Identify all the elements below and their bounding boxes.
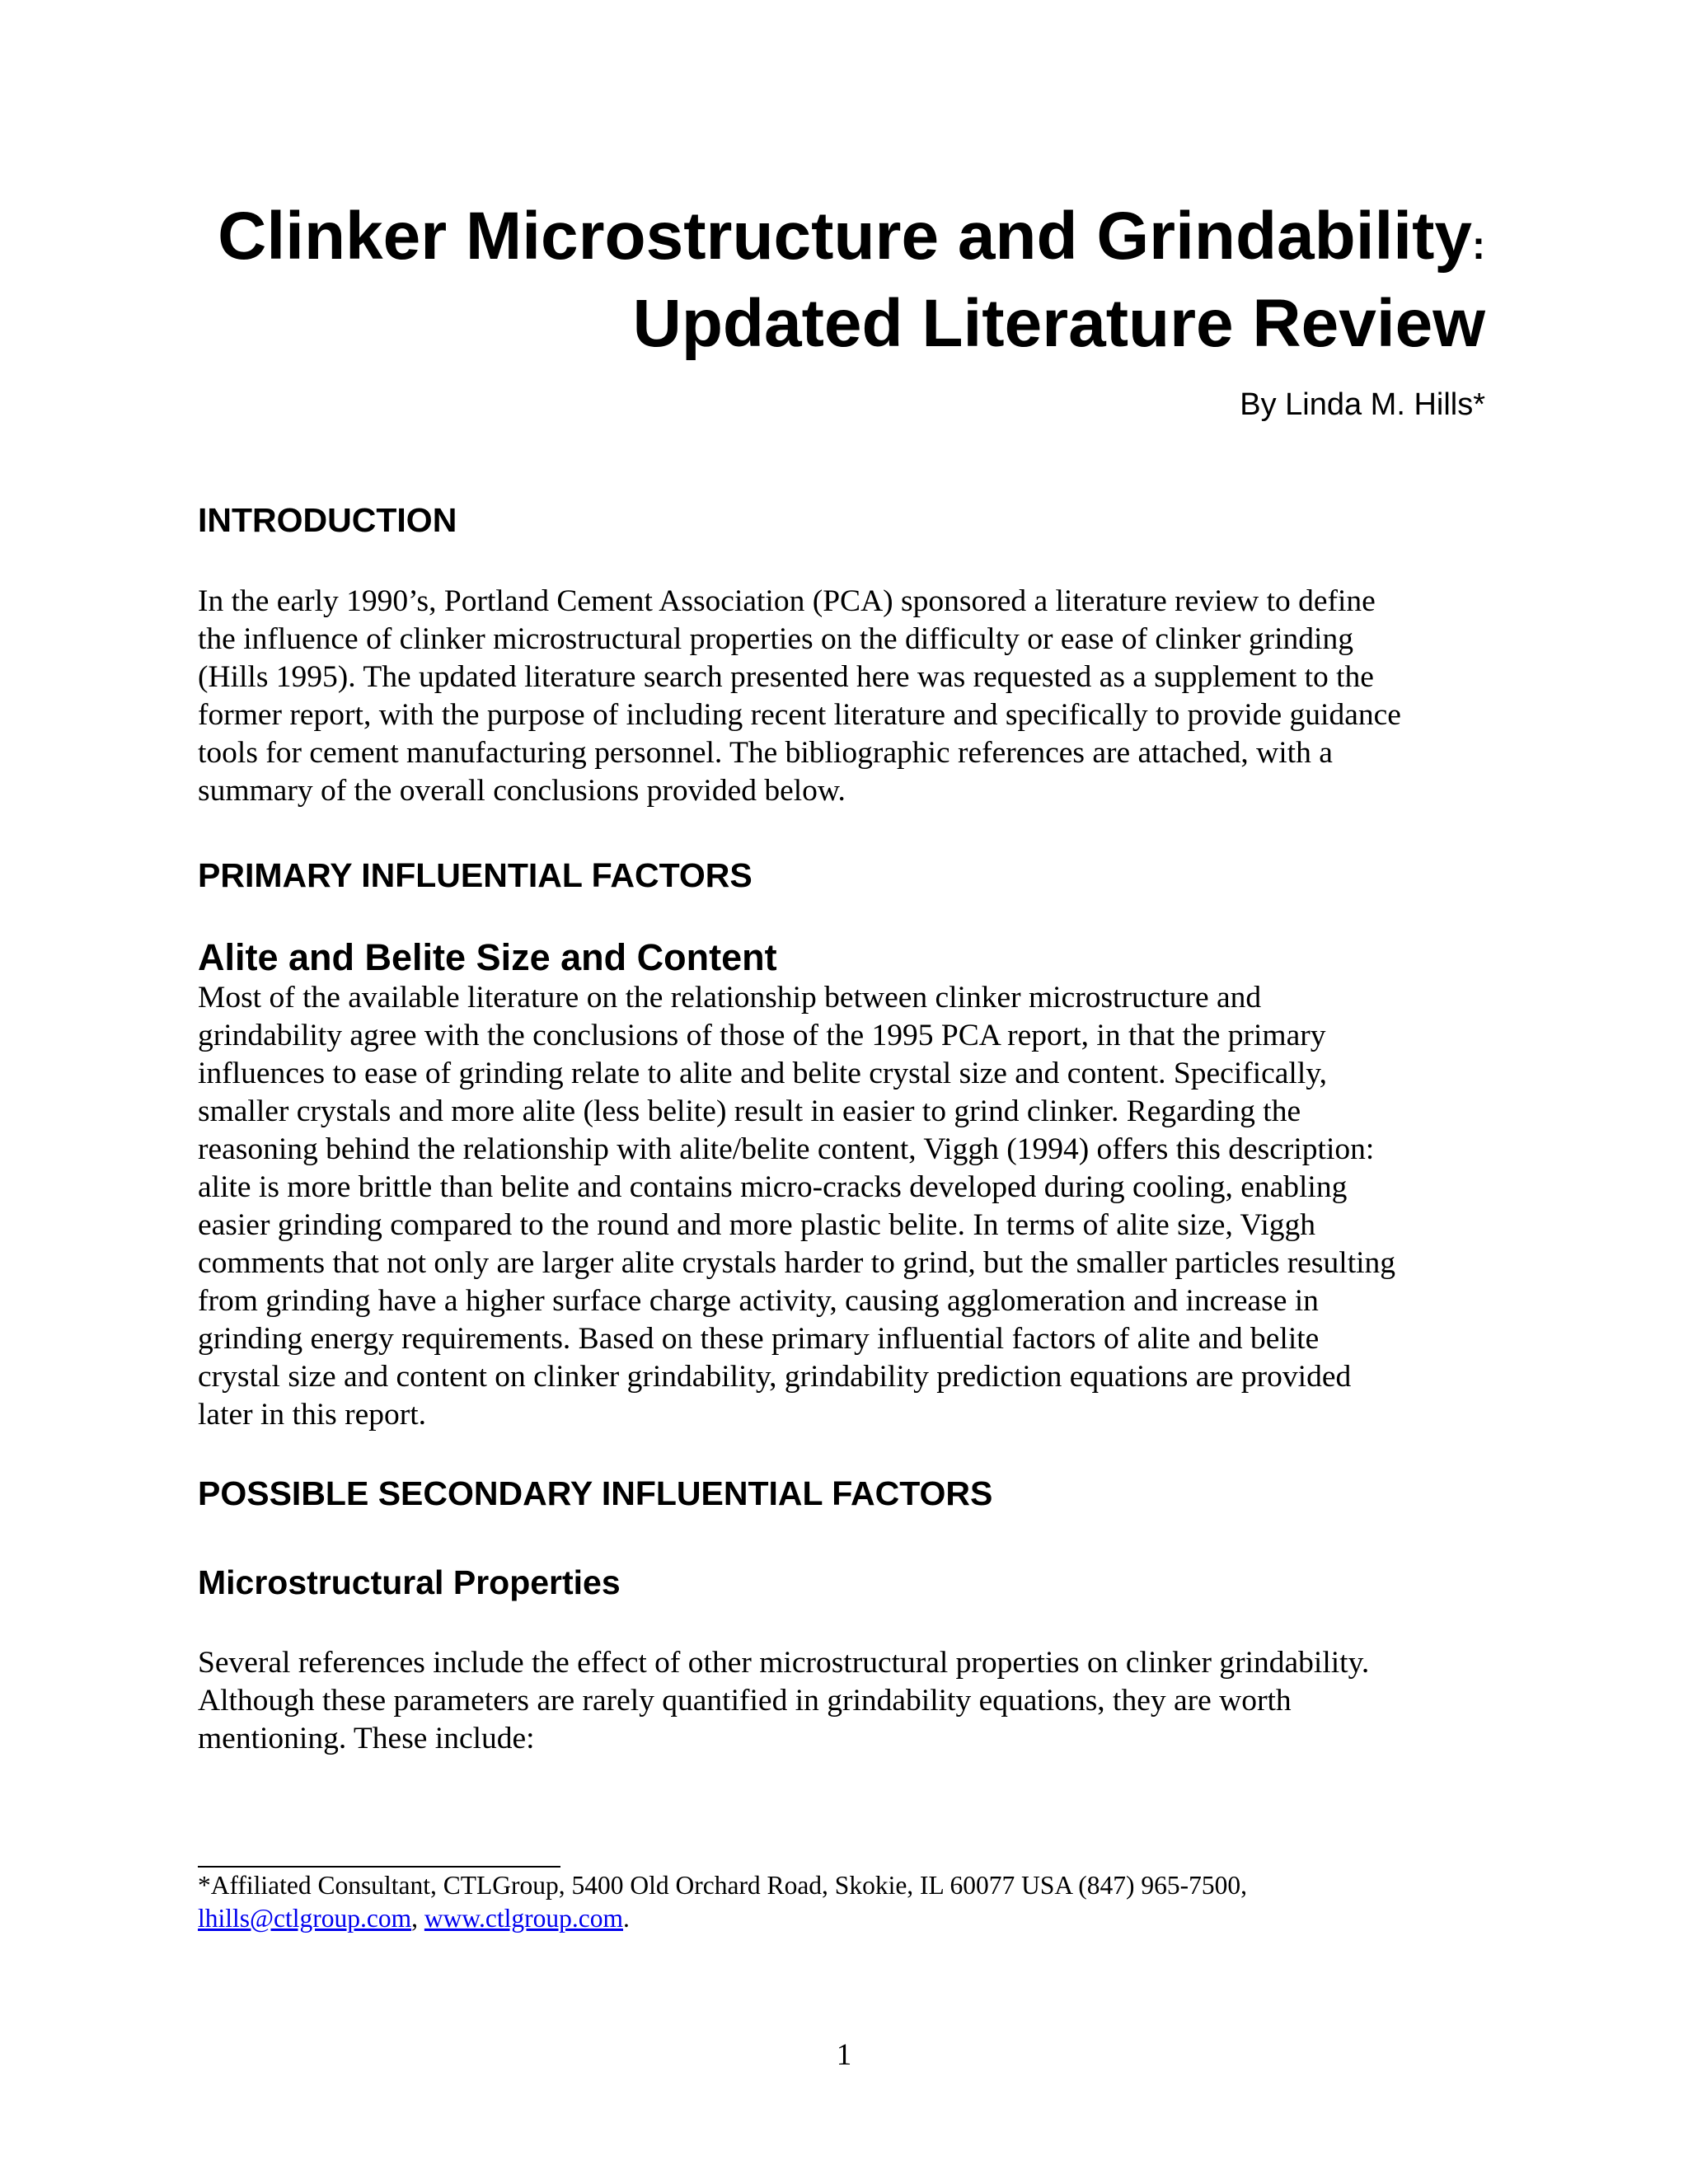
title-line-1: Clinker Microstructure and Grindability: [218, 199, 1473, 274]
text-line: later in this report.: [198, 1398, 427, 1432]
text-line: easier grinding compared to the round and more plastic belite. In terms of alite size, Viggh: [198, 1208, 1316, 1242]
link-separator: ,: [411, 1904, 424, 1933]
title-line-2: Updated Literature Review: [632, 286, 1485, 361]
heading-secondary-factors: POSSIBLE SECONDARY INFLUENTIAL FACTORS: [198, 1474, 993, 1512]
text-line: alite is more brittle than belite and contains micro-cracks developed during cooling, enabling: [198, 1170, 1348, 1204]
title-colon: :: [1472, 224, 1485, 268]
text-line: Several references include the effect of other microstructural properties on clinker grindability.: [198, 1646, 1370, 1680]
text-line: Most of the available literature on the relationship between clinker microstructure and: [198, 981, 1262, 1015]
document-title: [165, 198, 1485, 363]
subheading-microstructural-properties: Microstructural Properties: [198, 1563, 621, 1601]
text-line: In the early 1990’s, Portland Cement Association (PCA) sponsored a literature review to define: [198, 584, 1376, 618]
footnote-end: .: [623, 1904, 630, 1933]
text-line: influences to ease of grinding relate to alite and belite crystal size and content. Specifically,: [198, 1057, 1327, 1090]
email-link[interactable]: lhills@ctlgroup.com: [198, 1904, 412, 1933]
text-line: tools for cement manufacturing personnel. The bibliographic references are attached, with a: [198, 736, 1333, 770]
page-number: 1: [836, 2038, 852, 2072]
website-link[interactable]: www.ctlgroup.com: [424, 1904, 624, 1933]
text-line: comments that not only are larger alite crystals harder to grind, but the smaller particles resulting: [198, 1246, 1396, 1280]
text-line: crystal size and content on clinker grindability, grindability prediction equations are provided: [198, 1360, 1352, 1394]
heading-introduction: INTRODUCTION: [198, 501, 457, 539]
text-line: the influence of clinker microstructural properties on the difficulty or ease of clinker grinding: [198, 622, 1353, 656]
paragraph-microstructural-properties: [198, 1644, 1500, 1758]
subheading-alite-belite: Alite and Belite Size and Content: [198, 936, 777, 978]
text-line: smaller crystals and more alite (less belite) result in easier to grind clinker. Regarding the: [198, 1094, 1301, 1128]
text-line: grinding energy requirements. Based on these primary influential factors of alite and belite: [198, 1322, 1320, 1356]
text-line: summary of the overall conclusions provided below.: [198, 774, 846, 808]
footnote-separator: [198, 1866, 560, 1868]
footnote: [198, 1869, 1500, 1935]
paragraph-introduction: [198, 583, 1500, 810]
footnote-affiliation: *Affiliated Consultant, CTLGroup, 5400 Old Orchard Road, Skokie, IL 60077 USA (847) 965-7500,: [198, 1871, 1247, 1900]
author-byline: By Linda M. Hills*: [1240, 387, 1485, 422]
text-line: (Hills 1995). The updated literature search presented here was requested as a supplement to the: [198, 660, 1374, 694]
text-line: Although these parameters are rarely quantified in grindability equations, they are worth: [198, 1684, 1292, 1718]
text-line: grindability agree with the conclusions of those of the 1995 PCA report, in that the primary: [198, 1019, 1326, 1052]
text-line: former report, with the purpose of including recent literature and specifically to provide guidance: [198, 698, 1401, 732]
heading-primary-factors: PRIMARY INFLUENTIAL FACTORS: [198, 856, 753, 894]
text-line: reasoning behind the relationship with alite/belite content, Viggh (1994) offers this description:: [198, 1132, 1375, 1166]
paragraph-alite-belite: [198, 979, 1500, 1434]
text-line: from grinding have a higher surface charge activity, causing agglomeration and increase in: [198, 1284, 1319, 1318]
footnote-contact-line: [198, 1902, 1500, 1935]
text-line: mentioning. These include:: [198, 1722, 535, 1755]
